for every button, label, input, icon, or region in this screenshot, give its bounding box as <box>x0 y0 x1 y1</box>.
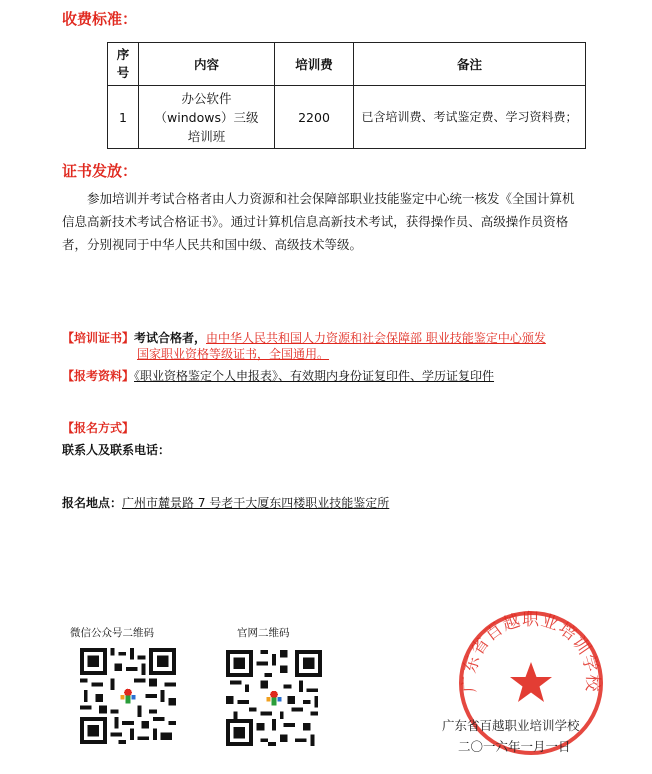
cell-note: 已含培训费、考试鉴定费、学习资料费； <box>354 86 586 149</box>
col-no-label: 序号 <box>116 47 130 80</box>
seal-star-icon <box>510 662 552 702</box>
stamp-school-name: 广东省百越职业培训学校 <box>442 718 580 733</box>
training-cert-line2: 国家职业资格等级证书，全国通用。 <box>137 347 330 361</box>
col-note-header: 备注 <box>354 43 586 86</box>
wechat-qr-code <box>80 648 176 744</box>
col-no-header <box>108 43 139 86</box>
fee-table-header <box>108 43 586 86</box>
cell-fee: 2200 <box>275 86 354 149</box>
col-fee-header: 培训费 <box>275 43 354 86</box>
col-content-header: 内容 <box>139 43 275 86</box>
certificate-body: 参加培训并考试合格者由人力资源和社会保障部职业技能鉴定中心统一核发《全国计算机信息高新技术考试合格证书》。通过计算机信息高新技术考试，获得操作员、高级操作员资格者，分别视同于中华人民共和国中级、高级技术等级。 <box>62 191 575 252</box>
materials-line <box>62 368 494 384</box>
location-address: 广州市麓景路 7 号老干大厦东四楼职业技能鉴定所 <box>122 496 390 510</box>
content-line: （windows）三级 <box>154 109 259 125</box>
registration-tag: 【报名方式】 <box>62 421 135 435</box>
content-line: 办公软件 <box>181 90 232 106</box>
materials-tag: 【报考资料】 <box>62 369 135 383</box>
cell-content <box>139 86 275 149</box>
fee-table <box>107 42 586 149</box>
training-cert-tag: 【培训证书】 <box>62 331 135 345</box>
official-seal <box>456 608 606 758</box>
cell-no: 1 <box>108 86 139 149</box>
site-qr-label: 官网二维码 <box>237 627 290 639</box>
wechat-qr-label: 微信公众号二维码 <box>70 627 154 639</box>
training-cert-line1 <box>62 330 546 346</box>
training-cert-lead: 考试合格者， <box>134 331 207 345</box>
seal-ring-text: 广东省百越职业培训学校 <box>459 609 603 693</box>
location-line <box>62 495 389 511</box>
training-cert-text: 由中华人民共和国人力资源和社会保障部 职业技能鉴定中心颁发 <box>206 331 546 345</box>
location-label: 报名地点： <box>62 496 123 510</box>
table-row <box>108 86 586 149</box>
materials-text: 《职业资格鉴定个人申报表》、有效期内身份证复印件、学历证复印件 <box>134 369 495 383</box>
stamp-date: 二〇一六年一月一日 <box>458 739 571 754</box>
site-qr-code <box>226 650 322 746</box>
content-line: 培训班 <box>187 128 226 144</box>
certificate-heading: 证书发放： <box>62 162 138 180</box>
contact-label: 联系人及联系电话： <box>62 443 171 457</box>
fee-heading: 收费标准： <box>62 10 138 28</box>
